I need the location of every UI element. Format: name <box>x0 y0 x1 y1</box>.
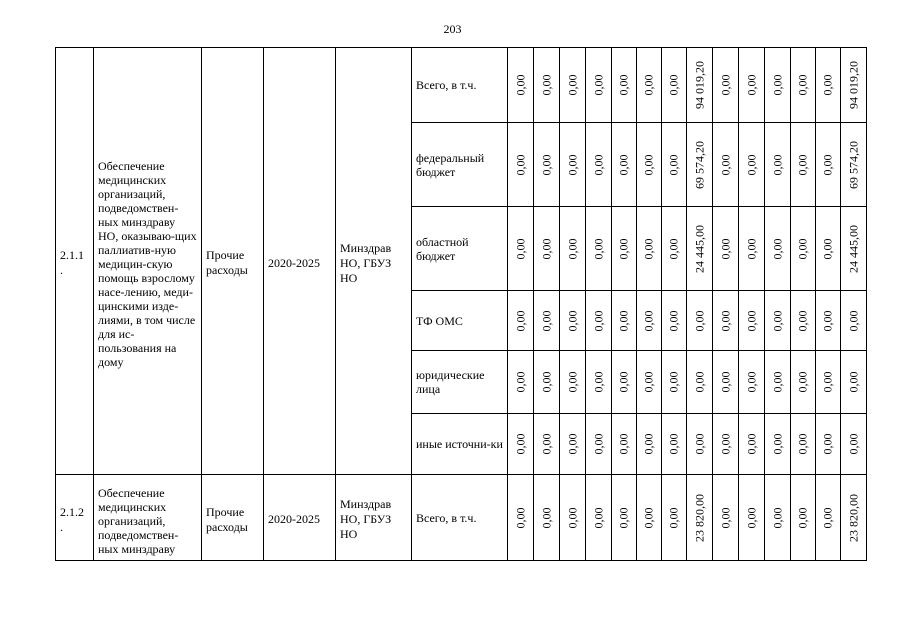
value-text: 0,00 <box>770 507 784 528</box>
value-text: 0,00 <box>744 433 758 455</box>
value-cell <box>791 123 816 207</box>
value-cell <box>739 351 765 414</box>
value-text: 0,00 <box>770 371 784 393</box>
value-text: 0,00 <box>513 238 527 259</box>
value-text: 24 445,00 <box>692 224 706 273</box>
value-text: 0,00 <box>565 238 579 259</box>
value-text: 0,00 <box>795 310 810 331</box>
executor-text: Минздрав НО, ГБУЗ НО <box>340 497 392 541</box>
value-cell <box>560 475 586 561</box>
value-cell <box>687 123 713 207</box>
value-text: 0,00 <box>718 74 732 96</box>
value-text: 0,00 <box>513 310 527 331</box>
value-cell <box>687 351 713 414</box>
funding-source <box>412 414 508 475</box>
value-cell <box>508 475 534 561</box>
value-text: 0,00 <box>692 310 706 331</box>
value-text: 0,00 <box>692 433 706 455</box>
value-cell <box>534 48 560 123</box>
expense-type <box>202 48 264 475</box>
value-text: 0,00 <box>770 310 784 331</box>
value-text: 0,00 <box>820 371 835 393</box>
value-text: 0,00 <box>666 371 681 393</box>
period-text: 2020-2025 <box>268 255 320 270</box>
value-cell <box>687 291 713 351</box>
value-cell <box>791 414 816 475</box>
value-text: 0,00 <box>820 74 835 96</box>
value-cell <box>739 207 765 291</box>
value-text: 0,00 <box>565 154 579 175</box>
value-cell <box>560 351 586 414</box>
value-cell <box>612 414 637 475</box>
value-text: 0,00 <box>539 154 553 175</box>
value-cell <box>662 414 687 475</box>
value-text: 0,00 <box>795 74 810 96</box>
value-text: 0,00 <box>744 238 758 259</box>
value-text: 0,00 <box>641 507 656 528</box>
value-cell <box>508 48 534 123</box>
period-text: 2020-2025 <box>268 512 320 526</box>
value-cell <box>534 414 560 475</box>
value-cell <box>765 207 791 291</box>
value-text: 0,00 <box>641 154 656 175</box>
value-text: 0,00 <box>666 433 681 455</box>
value-text: 0,00 <box>820 238 835 259</box>
value-cell <box>841 414 867 475</box>
value-text: 0,00 <box>795 154 810 175</box>
value-cell <box>560 207 586 291</box>
value-cell <box>739 414 765 475</box>
value-text: 0,00 <box>718 371 732 393</box>
value-text: 0,00 <box>539 507 553 528</box>
value-cell <box>739 48 765 123</box>
value-text: 24 445,00 <box>846 224 860 273</box>
value-cell <box>765 48 791 123</box>
value-text: 0,00 <box>692 371 706 393</box>
value-text: 0,00 <box>616 371 631 393</box>
value-text: 0,00 <box>770 154 784 175</box>
value-cell <box>765 414 791 475</box>
value-text: 0,00 <box>616 238 631 259</box>
value-cell <box>687 48 713 123</box>
funding-source <box>412 48 508 123</box>
value-text: 0,00 <box>744 371 758 393</box>
item-number-text: 2.1.1 . <box>60 248 84 277</box>
value-cell <box>534 351 560 414</box>
funding-source-text: юридические лица <box>416 368 485 396</box>
value-text: 0,00 <box>770 433 784 455</box>
table-row <box>56 48 867 123</box>
value-text: 0,00 <box>591 238 605 259</box>
funding-source <box>412 351 508 414</box>
value-cell <box>713 475 739 561</box>
funding-source-text: областной бюджет <box>416 234 469 263</box>
item-name <box>94 475 202 561</box>
value-cell <box>816 351 841 414</box>
value-text: 0,00 <box>795 433 810 455</box>
value-cell <box>560 291 586 351</box>
value-text: 0,00 <box>820 310 835 331</box>
value-cell <box>637 475 662 561</box>
value-cell <box>816 48 841 123</box>
value-cell <box>816 414 841 475</box>
value-text: 69 574,20 <box>846 140 860 189</box>
value-text: 23 820,00 <box>846 493 860 542</box>
value-text: 0,00 <box>718 154 732 175</box>
value-text: 0,00 <box>718 507 732 528</box>
value-text: 0,00 <box>770 238 784 259</box>
value-cell <box>560 48 586 123</box>
value-cell <box>637 123 662 207</box>
value-cell <box>637 291 662 351</box>
executor <box>336 475 412 561</box>
value-text: 0,00 <box>718 310 732 331</box>
value-text: 0,00 <box>846 433 860 455</box>
value-cell <box>816 207 841 291</box>
value-cell <box>791 475 816 561</box>
value-cell <box>765 351 791 414</box>
expense-type-text: Прочие расходы <box>206 504 248 534</box>
value-cell <box>687 207 713 291</box>
item-name-text: Обеспечение медицинских организаций, подведомствен-ных минздраву <box>98 485 179 556</box>
value-cell <box>586 48 612 123</box>
value-text: 0,00 <box>795 371 810 393</box>
value-cell <box>791 291 816 351</box>
value-text: 0,00 <box>539 310 553 331</box>
value-text: 0,00 <box>591 310 605 331</box>
value-text: 0,00 <box>539 371 553 393</box>
value-text: 0,00 <box>591 507 605 528</box>
value-text: 0,00 <box>846 371 860 393</box>
value-text: 0,00 <box>666 238 681 259</box>
value-cell <box>534 291 560 351</box>
value-cell <box>586 475 612 561</box>
budget-table <box>55 47 867 561</box>
value-cell <box>534 123 560 207</box>
value-cell <box>612 207 637 291</box>
value-text: 0,00 <box>591 371 605 393</box>
value-cell <box>534 207 560 291</box>
value-cell <box>508 291 534 351</box>
value-text: 0,00 <box>795 238 810 259</box>
period <box>264 475 336 561</box>
value-cell <box>508 414 534 475</box>
funding-source-text: иные источни-ки <box>416 437 503 451</box>
expense-type <box>202 475 264 561</box>
value-cell <box>765 475 791 561</box>
funding-source-text: ТФ ОМС <box>416 313 463 328</box>
value-text: 0,00 <box>565 507 579 528</box>
value-cell <box>841 123 867 207</box>
value-cell <box>841 207 867 291</box>
executor-text: Минздрав НО, ГБУЗ НО <box>340 240 392 285</box>
value-cell <box>508 123 534 207</box>
funding-source-text: Всего, в т.ч. <box>416 78 477 92</box>
funding-source <box>412 123 508 207</box>
value-text: 0,00 <box>513 507 527 528</box>
value-text: 0,00 <box>744 310 758 331</box>
value-text: 0,00 <box>513 371 527 393</box>
value-cell <box>791 351 816 414</box>
value-text: 0,00 <box>539 238 553 259</box>
value-cell <box>612 123 637 207</box>
value-cell <box>816 475 841 561</box>
value-cell <box>765 291 791 351</box>
value-cell <box>713 414 739 475</box>
funding-source <box>412 207 508 291</box>
value-cell <box>739 291 765 351</box>
value-text: 0,00 <box>565 371 579 393</box>
item-name <box>94 48 202 475</box>
value-text: 0,00 <box>616 154 631 175</box>
value-text: 0,00 <box>591 74 605 96</box>
value-text: 0,00 <box>513 154 527 175</box>
value-cell <box>662 351 687 414</box>
value-text: 0,00 <box>820 154 835 175</box>
value-cell <box>816 123 841 207</box>
value-cell <box>586 123 612 207</box>
value-text: 23 820,00 <box>692 493 706 542</box>
value-cell <box>739 475 765 561</box>
value-text: 0,00 <box>513 74 527 96</box>
value-cell <box>637 207 662 291</box>
value-cell <box>586 207 612 291</box>
value-text: 0,00 <box>641 238 656 259</box>
item-number <box>56 475 94 561</box>
value-text: 0,00 <box>744 154 758 175</box>
value-text: 0,00 <box>591 154 605 175</box>
value-cell <box>765 123 791 207</box>
value-text: 0,00 <box>718 433 732 455</box>
value-text: 0,00 <box>666 154 681 175</box>
value-text: 0,00 <box>820 507 835 528</box>
value-cell <box>612 48 637 123</box>
executor <box>336 48 412 475</box>
value-cell <box>637 414 662 475</box>
value-cell <box>713 123 739 207</box>
value-cell <box>612 291 637 351</box>
value-cell <box>586 291 612 351</box>
value-cell <box>586 351 612 414</box>
value-text: 0,00 <box>641 371 656 393</box>
period <box>264 48 336 475</box>
value-cell <box>662 48 687 123</box>
value-cell <box>637 48 662 123</box>
value-cell <box>841 351 867 414</box>
value-text: 0,00 <box>616 310 631 331</box>
value-text: 0,00 <box>565 310 579 331</box>
value-text: 0,00 <box>565 433 579 455</box>
funding-source <box>412 475 508 561</box>
value-text: 0,00 <box>539 433 553 455</box>
value-cell <box>508 351 534 414</box>
value-cell <box>841 291 867 351</box>
value-cell <box>662 207 687 291</box>
value-text: 0,00 <box>770 74 784 96</box>
value-text: 94 019,20 <box>846 61 860 109</box>
value-text: 0,00 <box>795 507 810 528</box>
value-text: 0,00 <box>666 310 681 331</box>
value-text: 0,00 <box>641 310 656 331</box>
value-text: 94 019,20 <box>692 61 706 109</box>
table-row <box>56 475 867 561</box>
value-cell <box>662 123 687 207</box>
value-text: 0,00 <box>539 74 553 96</box>
value-cell <box>791 48 816 123</box>
value-text: 0,00 <box>641 74 656 96</box>
value-text: 0,00 <box>565 74 579 96</box>
value-cell <box>586 414 612 475</box>
value-cell <box>791 207 816 291</box>
item-number <box>56 48 94 475</box>
value-cell <box>508 207 534 291</box>
value-text: 69 574,20 <box>692 140 706 189</box>
expense-type-text: Прочие расходы <box>206 248 248 277</box>
value-cell <box>687 414 713 475</box>
value-text: 0,00 <box>744 74 758 96</box>
value-cell <box>560 414 586 475</box>
value-cell <box>739 123 765 207</box>
value-cell <box>841 48 867 123</box>
value-cell <box>713 48 739 123</box>
value-cell <box>612 351 637 414</box>
funding-source <box>412 291 508 351</box>
value-text: 0,00 <box>591 433 605 455</box>
value-cell <box>534 475 560 561</box>
value-cell <box>841 475 867 561</box>
value-text: 0,00 <box>641 433 656 455</box>
value-cell <box>713 351 739 414</box>
value-cell <box>662 475 687 561</box>
value-cell <box>713 291 739 351</box>
funding-source-text: федеральный бюджет <box>416 150 485 179</box>
value-cell <box>662 291 687 351</box>
value-text: 0,00 <box>616 433 631 455</box>
value-cell <box>816 291 841 351</box>
funding-source-text: Всего, в т.ч. <box>416 510 477 525</box>
value-cell <box>560 123 586 207</box>
value-cell <box>637 351 662 414</box>
value-cell <box>687 475 713 561</box>
value-cell <box>612 475 637 561</box>
value-text: 0,00 <box>820 433 835 455</box>
value-text: 0,00 <box>744 507 758 528</box>
value-text: 0,00 <box>616 507 631 528</box>
value-text: 0,00 <box>616 74 631 96</box>
value-cell <box>713 207 739 291</box>
value-text: 0,00 <box>666 74 681 96</box>
item-number-text: 2.1.2 . <box>60 504 84 534</box>
value-text: 0,00 <box>846 310 860 331</box>
value-text: 0,00 <box>513 433 527 455</box>
value-text: 0,00 <box>666 507 681 528</box>
page-number: 203 <box>443 22 462 36</box>
value-text: 0,00 <box>718 238 732 259</box>
item-name-text: Обеспечение медицинских организаций, подведомствен-ных минздраву НО, оказываю-щих паллиатив-ную медицин-скую помощь взрослому насе-лению, меди-цинскими изде-лиями, в том числе для ис-пользования на дому <box>98 159 197 369</box>
